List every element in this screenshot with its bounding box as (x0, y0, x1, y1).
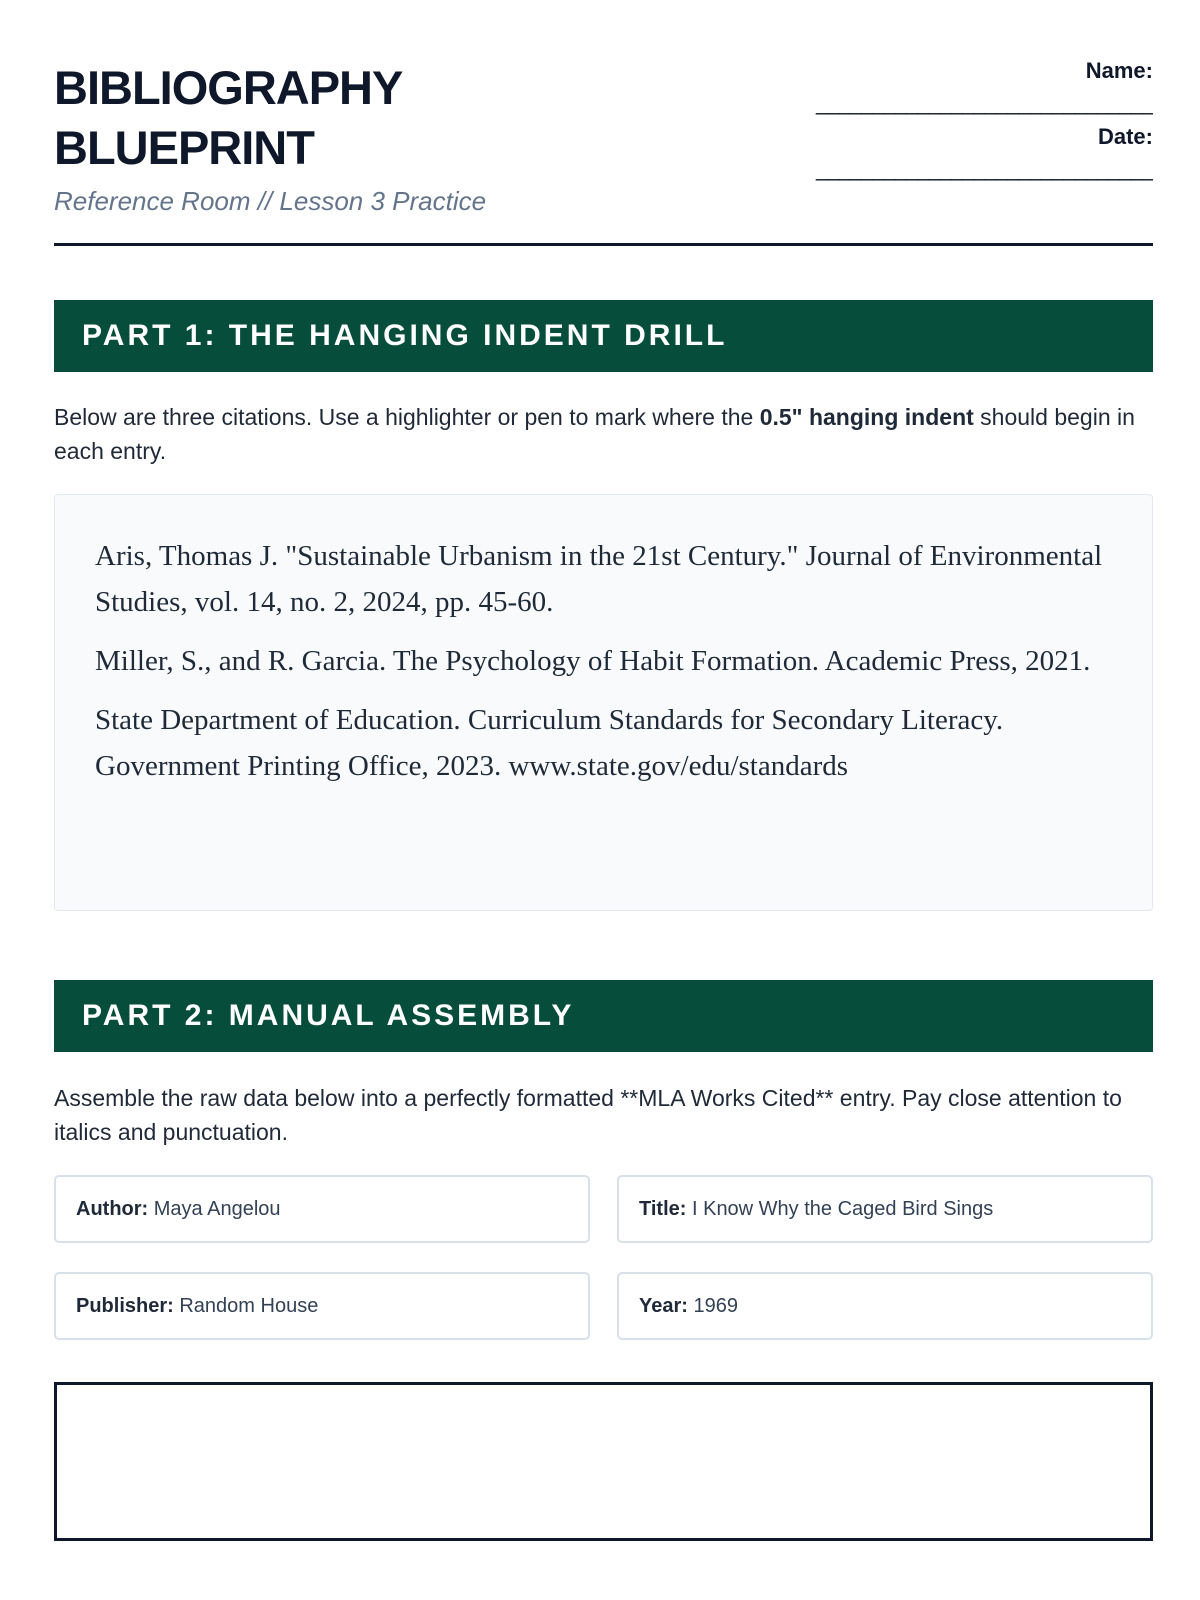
date-label: Date: (1097, 124, 1153, 149)
field-value: I Know Why the Caged Bird Sings (691, 1198, 994, 1220)
name-label: Name: (1085, 58, 1153, 83)
publisher-field (54, 1272, 590, 1340)
part1-heading: PART 1: THE HANGING INDENT DRILL (54, 300, 1153, 372)
citation: Miller, S., and R. Garcia. The Psychology of Habit Formation. Academic Press, 2021. (95, 645, 1091, 677)
part1-instructions (54, 400, 1153, 468)
year-field (617, 1272, 1153, 1340)
citation-box (54, 494, 1153, 911)
part2-heading: PART 2: MANUAL ASSEMBLY (54, 980, 1153, 1052)
title-field (617, 1175, 1153, 1243)
title-line-1: BIBLIOGRAPHY (54, 61, 403, 114)
name-blank[interactable]: ______________________________ (815, 90, 1153, 115)
field-value: 1969 (693, 1295, 738, 1317)
author-field (54, 1175, 590, 1243)
instr-bold: 0.5" hanging indent (759, 404, 974, 430)
field-value: Random House (179, 1295, 319, 1317)
citation: Aris, Thomas J. "Sustainable Urbanism in the 21st Century." Journal of Environmental Studies, vol. 14, no. 2, 2024, pp. 45-60. (95, 540, 1103, 618)
answer-box[interactable] (54, 1382, 1153, 1541)
field-label: Author: (76, 1198, 149, 1220)
title-line-2: BLUEPRINT (54, 121, 314, 174)
instr-text: Below are three citations. Use a highlighter or pen to mark where the (54, 404, 760, 430)
field-label: Year: (639, 1295, 688, 1317)
part2-instructions: Assemble the raw data below into a perfectly formatted **MLA Works Cited** entry. Pay close attention to italics and punctuation. (54, 1085, 1122, 1145)
citation: State Department of Education. Curriculum Standards for Secondary Literacy. Government Printing Office, 2023. www.state.gov/edu/standards (95, 704, 1004, 782)
field-label: Publisher: (76, 1295, 174, 1317)
worksheet-header (54, 58, 1153, 246)
field-label: Title: (639, 1198, 687, 1220)
subtitle: Reference Room // Lesson 3 Practice (54, 186, 487, 216)
date-blank[interactable]: ______________________________ (815, 156, 1153, 181)
student-info (728, 58, 1153, 190)
field-value: Maya Angelou (153, 1198, 281, 1220)
instr-text: should begin in each entry. (54, 404, 1135, 464)
